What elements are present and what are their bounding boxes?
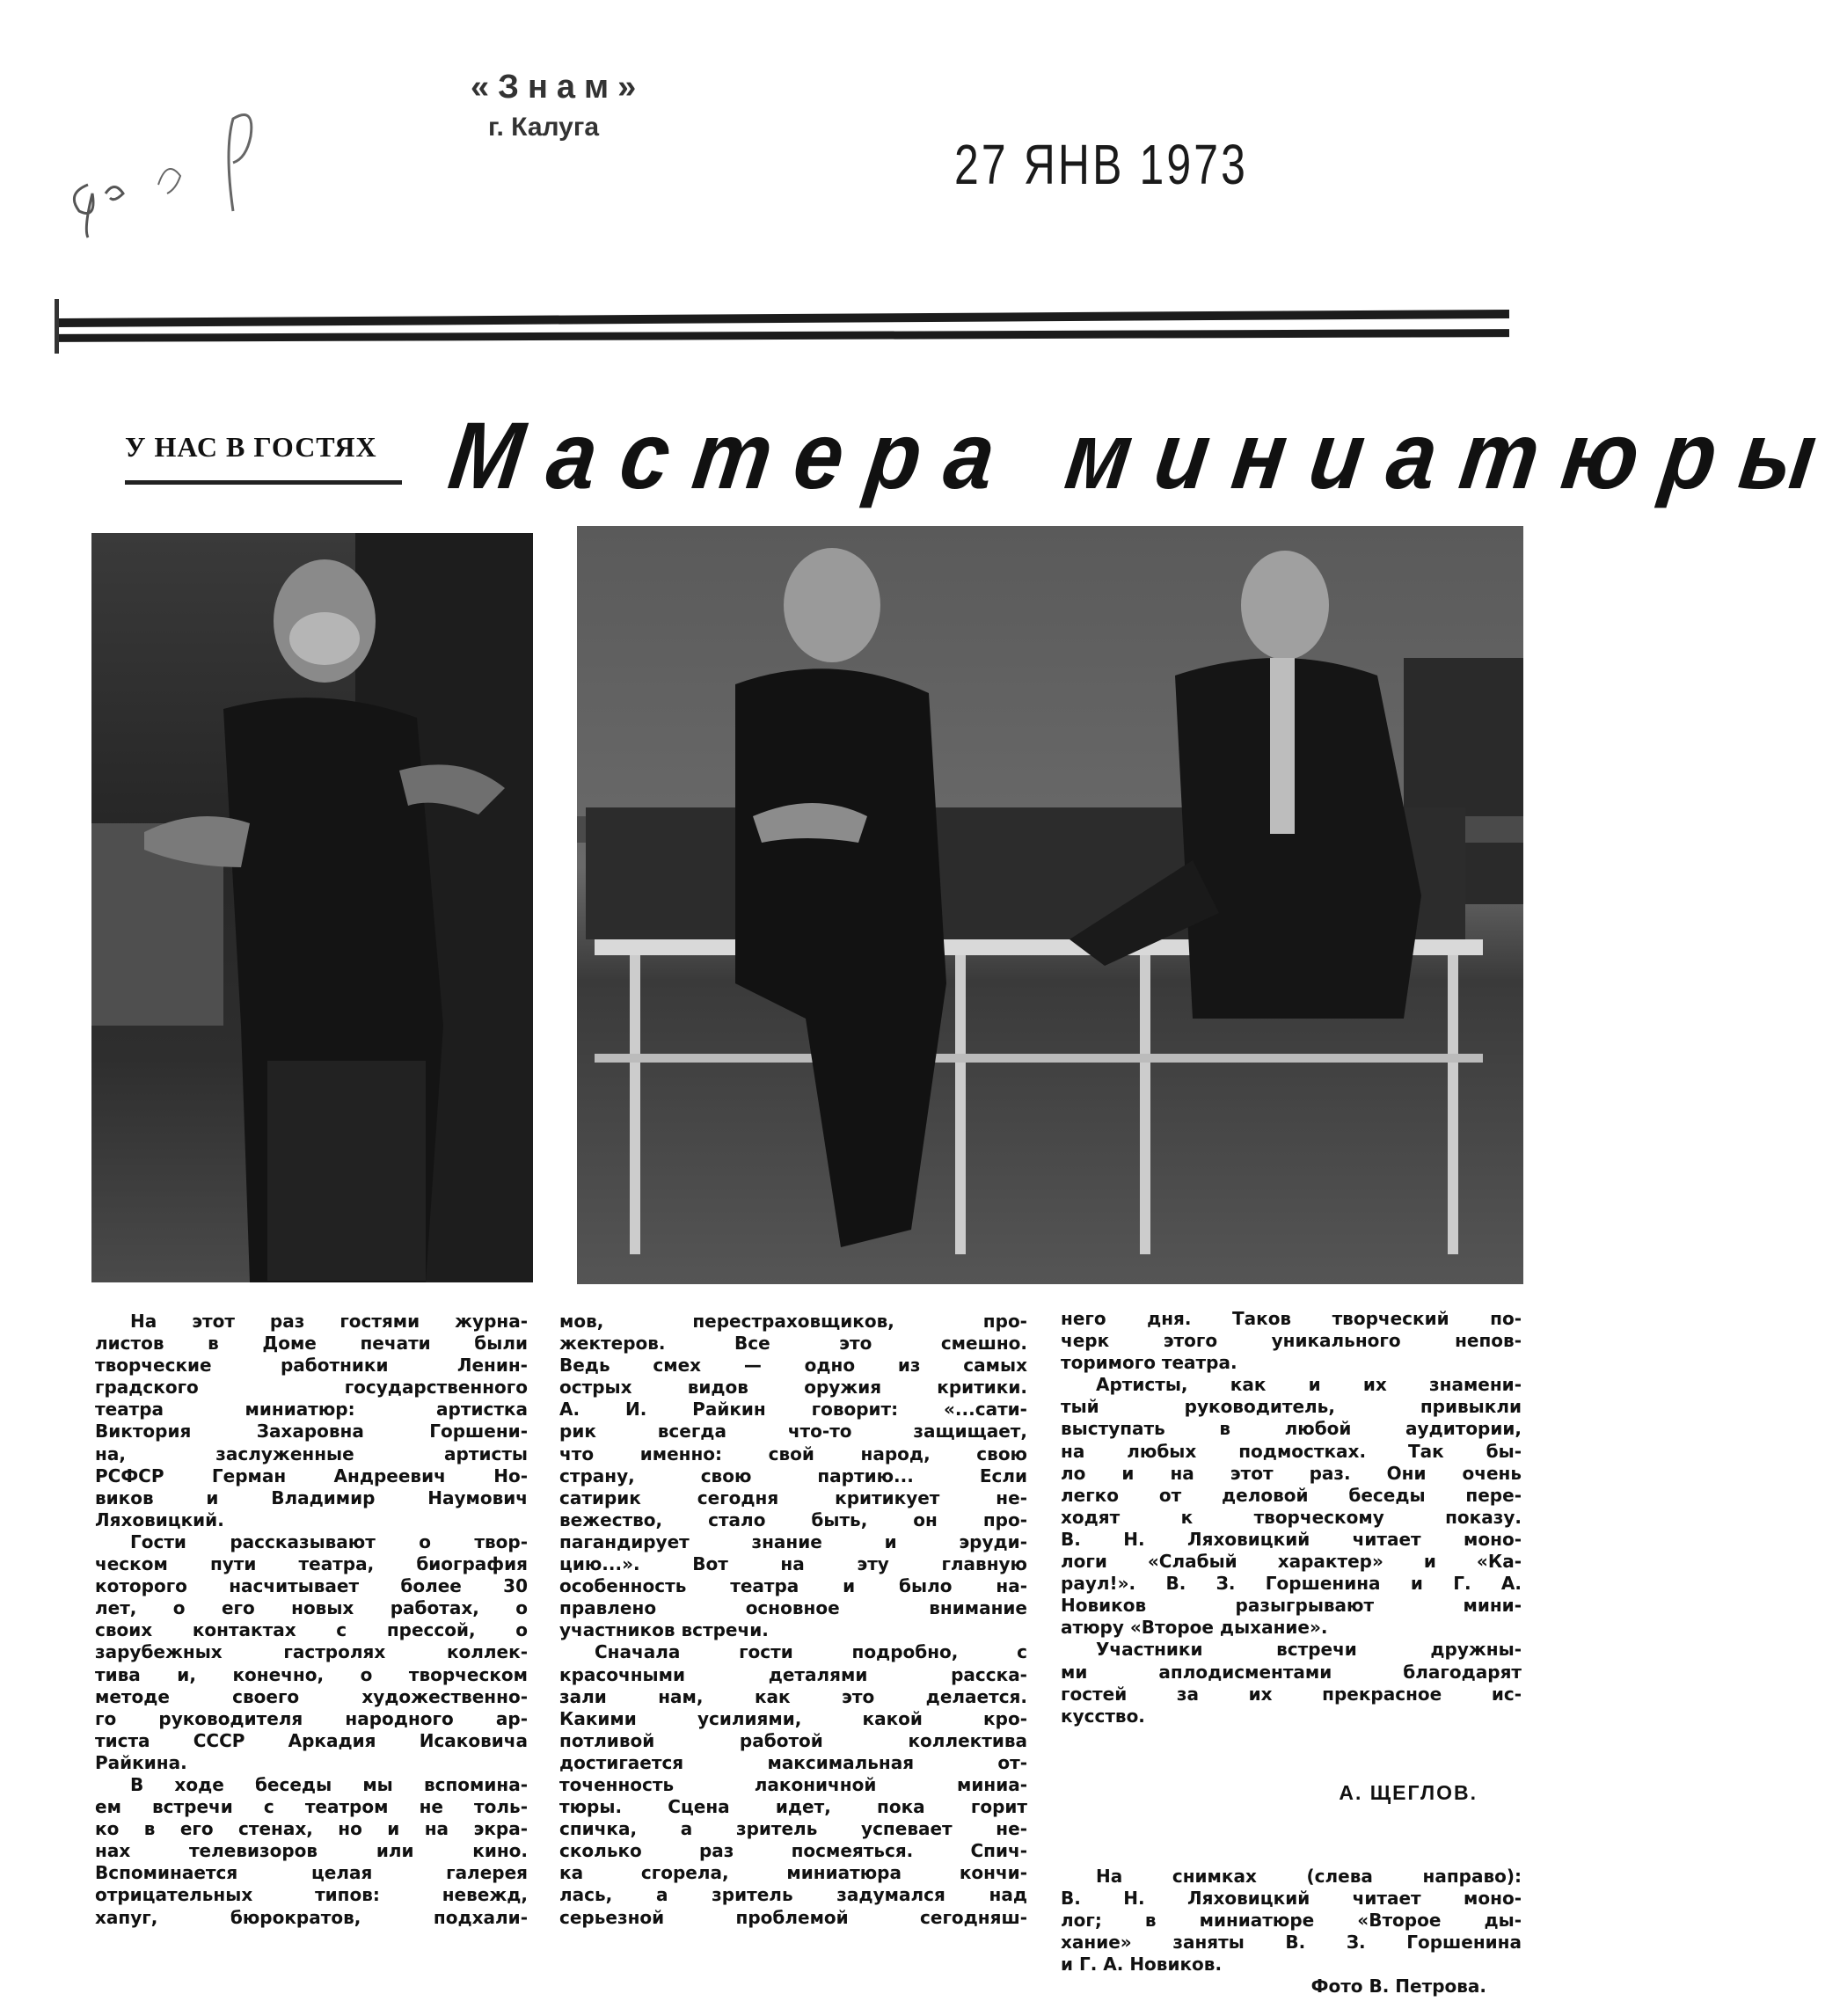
article-column-2	[559, 1311, 1027, 1929]
text-line: тый руководитель, привыкли	[1061, 1396, 1522, 1418]
text-line: Артисты, как и их знамени-	[1096, 1374, 1522, 1396]
text-line: спичка, а зритель успевает не-	[559, 1818, 1027, 1840]
rule-bottom	[58, 329, 1509, 342]
text-line: рик всегда что-то защищает,	[559, 1421, 1027, 1443]
text-line: На снимках (слева направо):	[1096, 1865, 1522, 1887]
rule-top	[58, 310, 1509, 327]
photo-credit: Фото В. Петрова.	[1310, 1976, 1486, 1998]
text-line: ми аплодисментами благодарят	[1061, 1661, 1522, 1683]
text-line: потливой работой коллектива	[559, 1729, 1027, 1751]
text-line: Гости рассказывают о твор-	[130, 1530, 528, 1552]
text-line: жектеров. Все это смешно.	[559, 1333, 1027, 1355]
text-line: зарубежных гастролях коллек-	[95, 1641, 528, 1663]
text-line: театра миниатюр: артистка	[95, 1399, 528, 1421]
text-line: атюру «Второе дыхание».	[1061, 1617, 1328, 1639]
text-line: пагандирует знание и эруди-	[559, 1530, 1027, 1552]
text-line: творческие работники Ленин-	[95, 1355, 528, 1377]
text-line: красочными деталями расска-	[559, 1663, 1027, 1685]
author-signature: А. ЩЕГЛОВ.	[1339, 1780, 1478, 1804]
text-line: своих контактах с прессой, о	[95, 1619, 528, 1641]
text-line: точенность лаконичной миниа-	[559, 1773, 1027, 1795]
text-line: ло и на этот раз. Они очень	[1061, 1462, 1522, 1484]
text-line: страну, свою партию... Если	[559, 1465, 1027, 1486]
text-line: ка сгорела, миниатюра кончи-	[559, 1862, 1027, 1884]
article-column-3	[1061, 1308, 1522, 1998]
text-line: выступать в любой аудитории,	[1061, 1418, 1522, 1440]
text-line: ем встречи с театром не толь-	[95, 1796, 528, 1818]
text-line: градского государственного	[95, 1377, 528, 1399]
rule-left-edge	[55, 299, 59, 354]
text-line: Новиков разыгрывают мини-	[1061, 1595, 1522, 1617]
text-line: правлено основное внимание	[559, 1597, 1027, 1619]
text-line: тюры. Сцена идет, пока горит	[559, 1796, 1027, 1818]
text-line: острых видов оружия критики.	[559, 1377, 1027, 1399]
text-line: А. И. Райкин говорит: «...сати-	[559, 1399, 1027, 1421]
text-line: листов в Доме печати были	[95, 1333, 528, 1355]
newspaper-city: г. Калуга	[488, 113, 600, 142]
photo-caption	[1061, 1866, 1522, 1976]
text-line: черк этого уникального непов-	[1061, 1330, 1522, 1352]
text-line: Виктория Захаровна Горшени-	[95, 1421, 528, 1443]
text-line: легко от деловой беседы пере-	[1061, 1484, 1522, 1506]
text-line: хапуг, бюрократов, подхали-	[95, 1906, 528, 1928]
rubric-underline	[125, 480, 402, 485]
text-line: на любых подмостках. Так бы-	[1061, 1440, 1522, 1462]
text-line: него дня. Таков творческий по-	[1061, 1308, 1522, 1329]
text-line: лась, а зритель задумался над	[559, 1884, 1027, 1906]
text-line: Участники встречи дружны-	[1096, 1639, 1522, 1661]
text-line: В. Н. Ляховицкий читает моно-	[1061, 1528, 1522, 1550]
text-line: го руководителя народного ар-	[95, 1707, 528, 1729]
text-line: и Г. А. Новиков.	[1061, 1954, 1223, 1976]
text-line: тива и, конечно, о творческом	[95, 1663, 528, 1685]
text-line: нах телевизоров или кино.	[95, 1840, 528, 1862]
text-line: гостей за их прекрасное ис-	[1061, 1683, 1522, 1705]
text-line: серьезной проблемой сегодняш-	[559, 1906, 1027, 1928]
text-line: Какими усилиями, какой кро-	[559, 1707, 1027, 1729]
newspaper-name: «Знам»	[471, 69, 646, 106]
text-line: сатирик сегодня критикует не-	[559, 1486, 1027, 1508]
text-line: ческом пути театра, биография	[95, 1553, 528, 1575]
text-line: Вспоминается целая галерея	[95, 1862, 528, 1884]
text-line: тиста СССР Аркадия Исаковича	[95, 1729, 528, 1751]
text-line: виков и Владимир Наумович	[95, 1486, 528, 1508]
text-line: РСФСР Герман Андреевич Но-	[95, 1465, 528, 1486]
text-line: которого насчитывает более 30	[95, 1575, 528, 1597]
text-line: мов, перестраховщиков, про-	[559, 1311, 1027, 1332]
text-line: Сначала гости подробно, с	[595, 1641, 1027, 1663]
text-line: особенность театра и было на-	[559, 1575, 1027, 1597]
text-line: На этот раз гостями журна-	[130, 1311, 528, 1332]
text-line: отрицательных типов: невежд,	[95, 1884, 528, 1906]
text-line: хание» заняты В. З. Горшенина	[1061, 1932, 1522, 1954]
text-line: участников встречи.	[559, 1619, 769, 1641]
text-line: Райкина.	[95, 1751, 187, 1773]
handwritten-note	[53, 79, 281, 246]
photo-gorshenina-novikov	[577, 526, 1523, 1284]
text-line: В. Н. Ляховицкий читает моно-	[1061, 1887, 1522, 1909]
text-line: на, заслуженные артисты	[95, 1443, 528, 1465]
text-line: торимого театра.	[1061, 1352, 1237, 1374]
rubric: У НАС В ГОСТЯХ	[125, 431, 377, 463]
text-line: вежество, стало быть, он про-	[559, 1508, 1027, 1530]
text-line: кусство.	[1061, 1705, 1145, 1727]
text-line: ходят к творческому показу.	[1061, 1506, 1522, 1528]
article-column-1	[95, 1311, 528, 1929]
date-stamp: 27 ЯНВ 1973	[954, 133, 1249, 196]
photo-lyakhovitsky	[91, 533, 533, 1282]
text-line: методе своего художественно-	[95, 1685, 528, 1707]
text-line: лет, о его новых работах, о	[95, 1597, 528, 1619]
text-line: В ходе беседы мы вспомина-	[130, 1773, 528, 1795]
headline: Мастера миниатюры	[443, 402, 1847, 508]
text-line: Ляховицкий.	[95, 1508, 224, 1530]
text-line: логи «Слабый характер» и «Ка-	[1061, 1551, 1522, 1573]
text-line: Ведь смех — одно из самых	[559, 1355, 1027, 1377]
text-line: цию...». Вот на эту главную	[559, 1553, 1027, 1575]
text-line: достигается максимальная от-	[559, 1751, 1027, 1773]
text-line: раул!». В. З. Горшенина и Г. А.	[1061, 1573, 1522, 1595]
text-line: зали нам, как это делается.	[559, 1685, 1027, 1707]
text-line: ко в его стенах, но и на экра-	[95, 1818, 528, 1840]
text-line: что именно: свой народ, свою	[559, 1443, 1027, 1465]
text-line: сколько раз посмеяться. Спич-	[559, 1840, 1027, 1862]
text-line: лог; в миниатюре «Второе ды-	[1061, 1910, 1522, 1932]
